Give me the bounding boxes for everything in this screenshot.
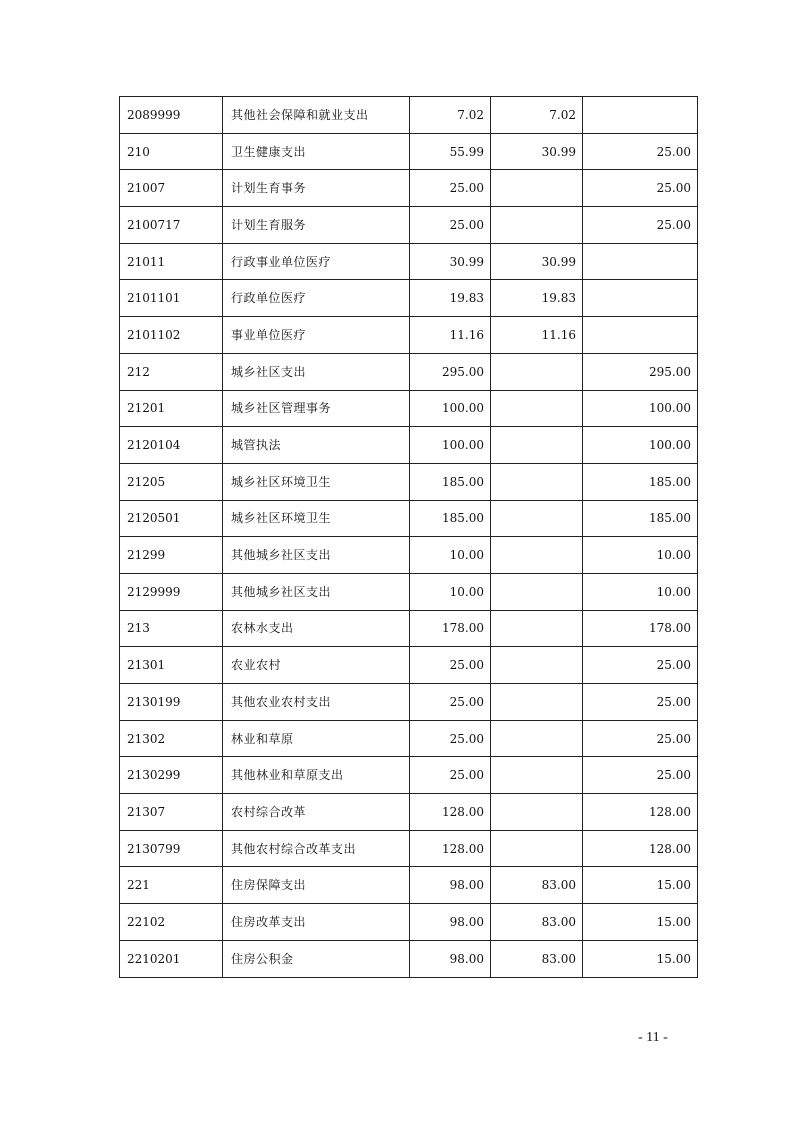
total-amount-cell: 185.00 <box>410 500 491 537</box>
account-code-cell: 212 <box>120 353 223 390</box>
basic-expenditure-cell <box>491 573 583 610</box>
account-code-cell: 2100717 <box>120 207 223 244</box>
table-row <box>120 940 698 977</box>
project-expenditure-cell: 15.00 <box>583 867 698 904</box>
account-code-cell: 21301 <box>120 647 223 684</box>
project-expenditure-cell: 185.00 <box>583 463 698 500</box>
table-row <box>120 684 698 721</box>
basic-expenditure-cell: 7.02 <box>491 97 583 134</box>
account-name-cell: 其他农村综合改革支出 <box>223 830 410 867</box>
table-row <box>120 390 698 427</box>
total-amount-cell: 100.00 <box>410 427 491 464</box>
basic-expenditure-cell <box>491 720 583 757</box>
total-amount-cell: 11.16 <box>410 317 491 354</box>
account-name-cell: 林业和草原 <box>223 720 410 757</box>
account-name-cell: 计划生育服务 <box>223 207 410 244</box>
total-amount-cell: 25.00 <box>410 647 491 684</box>
project-expenditure-cell: 295.00 <box>583 353 698 390</box>
account-code-cell: 2130199 <box>120 684 223 721</box>
account-code-cell: 2120104 <box>120 427 223 464</box>
account-code-cell: 21007 <box>120 170 223 207</box>
basic-expenditure-cell <box>491 463 583 500</box>
project-expenditure-cell <box>583 280 698 317</box>
account-name-cell: 其他城乡社区支出 <box>223 573 410 610</box>
project-expenditure-cell: 25.00 <box>583 720 698 757</box>
account-name-cell: 住房公积金 <box>223 940 410 977</box>
table-row <box>120 353 698 390</box>
table-row <box>120 757 698 794</box>
account-name-cell: 其他社会保障和就业支出 <box>223 97 410 134</box>
total-amount-cell: 10.00 <box>410 573 491 610</box>
total-amount-cell: 98.00 <box>410 904 491 941</box>
account-code-cell: 210 <box>120 133 223 170</box>
account-name-cell: 城乡社区环境卫生 <box>223 500 410 537</box>
account-code-cell: 21307 <box>120 794 223 831</box>
account-name-cell: 行政事业单位医疗 <box>223 243 410 280</box>
table-row <box>120 280 698 317</box>
project-expenditure-cell: 25.00 <box>583 170 698 207</box>
basic-expenditure-cell: 11.16 <box>491 317 583 354</box>
total-amount-cell: 98.00 <box>410 940 491 977</box>
project-expenditure-cell: 100.00 <box>583 390 698 427</box>
basic-expenditure-cell <box>491 757 583 794</box>
table-row <box>120 207 698 244</box>
account-code-cell: 2101102 <box>120 317 223 354</box>
table-row <box>120 794 698 831</box>
total-amount-cell: 30.99 <box>410 243 491 280</box>
basic-expenditure-cell: 83.00 <box>491 940 583 977</box>
project-expenditure-cell: 10.00 <box>583 537 698 574</box>
basic-expenditure-cell <box>491 500 583 537</box>
project-expenditure-cell <box>583 243 698 280</box>
total-amount-cell: 25.00 <box>410 207 491 244</box>
project-expenditure-cell: 15.00 <box>583 940 698 977</box>
table-row <box>120 830 698 867</box>
project-expenditure-cell: 25.00 <box>583 207 698 244</box>
project-expenditure-cell: 25.00 <box>583 133 698 170</box>
total-amount-cell: 10.00 <box>410 537 491 574</box>
total-amount-cell: 295.00 <box>410 353 491 390</box>
total-amount-cell: 128.00 <box>410 830 491 867</box>
account-name-cell: 农村综合改革 <box>223 794 410 831</box>
account-name-cell: 农业农村 <box>223 647 410 684</box>
account-name-cell: 城乡社区环境卫生 <box>223 463 410 500</box>
account-name-cell: 卫生健康支出 <box>223 133 410 170</box>
table-row <box>120 500 698 537</box>
table-row <box>120 867 698 904</box>
basic-expenditure-cell <box>491 684 583 721</box>
account-code-cell: 21011 <box>120 243 223 280</box>
basic-expenditure-cell <box>491 610 583 647</box>
basic-expenditure-cell <box>491 170 583 207</box>
account-name-cell: 其他林业和草原支出 <box>223 757 410 794</box>
total-amount-cell: 25.00 <box>410 720 491 757</box>
project-expenditure-cell: 178.00 <box>583 610 698 647</box>
account-code-cell: 2130799 <box>120 830 223 867</box>
account-name-cell: 住房保障支出 <box>223 867 410 904</box>
table-row <box>120 427 698 464</box>
account-name-cell: 事业单位医疗 <box>223 317 410 354</box>
project-expenditure-cell: 185.00 <box>583 500 698 537</box>
basic-expenditure-cell: 30.99 <box>491 133 583 170</box>
account-name-cell: 农林水支出 <box>223 610 410 647</box>
project-expenditure-cell <box>583 97 698 134</box>
total-amount-cell: 25.00 <box>410 757 491 794</box>
project-expenditure-cell: 100.00 <box>583 427 698 464</box>
project-expenditure-cell <box>583 317 698 354</box>
project-expenditure-cell: 25.00 <box>583 647 698 684</box>
account-code-cell: 21205 <box>120 463 223 500</box>
account-code-cell: 21299 <box>120 537 223 574</box>
basic-expenditure-cell: 83.00 <box>491 867 583 904</box>
basic-expenditure-cell: 19.83 <box>491 280 583 317</box>
table-body <box>120 97 698 978</box>
account-code-cell: 2120501 <box>120 500 223 537</box>
total-amount-cell: 98.00 <box>410 867 491 904</box>
basic-expenditure-cell <box>491 537 583 574</box>
account-code-cell: 2129999 <box>120 573 223 610</box>
table-row <box>120 133 698 170</box>
basic-expenditure-cell <box>491 427 583 464</box>
account-code-cell: 2130299 <box>120 757 223 794</box>
total-amount-cell: 55.99 <box>410 133 491 170</box>
table-row <box>120 904 698 941</box>
basic-expenditure-cell <box>491 353 583 390</box>
total-amount-cell: 25.00 <box>410 170 491 207</box>
total-amount-cell: 100.00 <box>410 390 491 427</box>
page-number: - 11 - <box>638 1030 668 1045</box>
account-code-cell: 21201 <box>120 390 223 427</box>
account-code-cell: 221 <box>120 867 223 904</box>
table-row <box>120 97 698 134</box>
account-code-cell: 2210201 <box>120 940 223 977</box>
account-name-cell: 城乡社区管理事务 <box>223 390 410 427</box>
account-name-cell: 城管执法 <box>223 427 410 464</box>
table-row <box>120 720 698 757</box>
table-row <box>120 243 698 280</box>
project-expenditure-cell: 25.00 <box>583 684 698 721</box>
account-code-cell: 21302 <box>120 720 223 757</box>
table-row <box>120 647 698 684</box>
table-row <box>120 573 698 610</box>
budget-table <box>119 96 698 978</box>
account-name-cell: 住房改革支出 <box>223 904 410 941</box>
basic-expenditure-cell <box>491 830 583 867</box>
table-row <box>120 463 698 500</box>
account-name-cell: 其他城乡社区支出 <box>223 537 410 574</box>
basic-expenditure-cell <box>491 647 583 684</box>
table-row <box>120 610 698 647</box>
table-row <box>120 170 698 207</box>
table-row <box>120 537 698 574</box>
total-amount-cell: 7.02 <box>410 97 491 134</box>
project-expenditure-cell: 25.00 <box>583 757 698 794</box>
project-expenditure-cell: 128.00 <box>583 794 698 831</box>
total-amount-cell: 185.00 <box>410 463 491 500</box>
total-amount-cell: 19.83 <box>410 280 491 317</box>
basic-expenditure-cell <box>491 207 583 244</box>
account-code-cell: 213 <box>120 610 223 647</box>
project-expenditure-cell: 15.00 <box>583 904 698 941</box>
project-expenditure-cell: 10.00 <box>583 573 698 610</box>
project-expenditure-cell: 128.00 <box>583 830 698 867</box>
account-name-cell: 行政单位医疗 <box>223 280 410 317</box>
total-amount-cell: 178.00 <box>410 610 491 647</box>
account-code-cell: 22102 <box>120 904 223 941</box>
account-name-cell: 其他农业农村支出 <box>223 684 410 721</box>
account-name-cell: 计划生育事务 <box>223 170 410 207</box>
basic-expenditure-cell: 30.99 <box>491 243 583 280</box>
basic-expenditure-cell <box>491 794 583 831</box>
total-amount-cell: 128.00 <box>410 794 491 831</box>
account-name-cell: 城乡社区支出 <box>223 353 410 390</box>
account-code-cell: 2101101 <box>120 280 223 317</box>
basic-expenditure-cell <box>491 390 583 427</box>
table-row <box>120 317 698 354</box>
total-amount-cell: 25.00 <box>410 684 491 721</box>
account-code-cell: 2089999 <box>120 97 223 134</box>
basic-expenditure-cell: 83.00 <box>491 904 583 941</box>
